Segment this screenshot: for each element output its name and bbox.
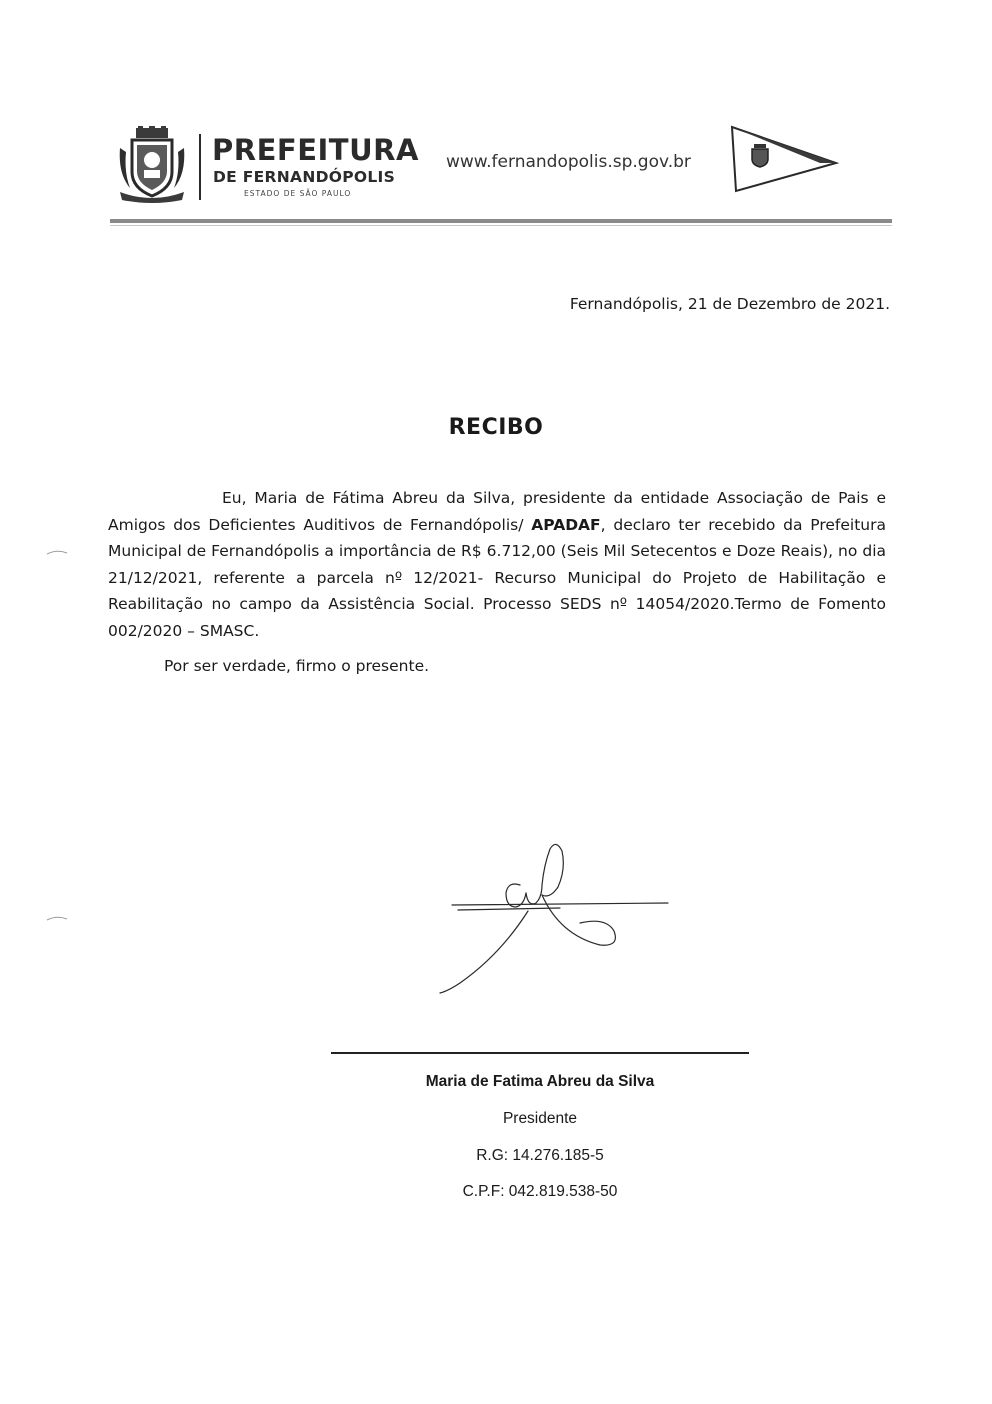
header-divider [199,134,201,200]
signatory-cpf: C.P.F: 042.819.538-50 [462,1183,618,1200]
website-link[interactable]: www.fernandopolis.sp.gov.br [446,152,691,172]
signature-line [331,1052,749,1054]
signatory-name: Maria de Fatima Abreu da Silva [425,1073,655,1090]
paragraph-text-1: Eu, Maria de Fátima Abreu da Silva, presidente da entidade Associação de Pais e Amigos dos Deficientes Auditivos de Fernandópolis/ [108,489,886,534]
dateline: Fernandópolis, 21 de Dezembro de 2021. [569,295,890,313]
signatory-role: Presidente [502,1110,578,1127]
receipt-paragraph [108,485,886,644]
document-title: RECIBO [448,415,544,440]
header-rule-shadow [110,225,892,226]
signatory-rg: R.G: 14.276.185-5 [476,1147,604,1164]
coat-of-arms-icon [116,126,188,204]
brand-title: PREFEITURA [212,133,419,167]
margin-mark [46,548,68,556]
header-rule [110,219,892,223]
municipal-flag-icon [730,125,840,197]
closing-statement: Por ser verdade, firmo o presente. [164,657,430,675]
brand-state: ESTADO DE SÃO PAULO [244,189,352,198]
handwritten-signature [430,835,680,1005]
paragraph-text-2: , declaro ter recebido da Prefeitura Municipal de Fernandópolis a importância de R$ 6.712,00 (Seis Mil Setecentos e Doze Reais), no dia 21/12/2021, referente a parcela nº 12/2021- Recurso Municipal do Projeto de Habilitação e Reabilitação no campo da Assistência Social. Processo SEDS nº 14054/2020.Termo de Fomento 002/2020 – SMASC. [108,515,886,640]
margin-mark [46,914,68,922]
brand-subtitle: DE FERNANDÓPOLIS [213,168,396,186]
entity-acronym: APADAF [531,515,601,534]
